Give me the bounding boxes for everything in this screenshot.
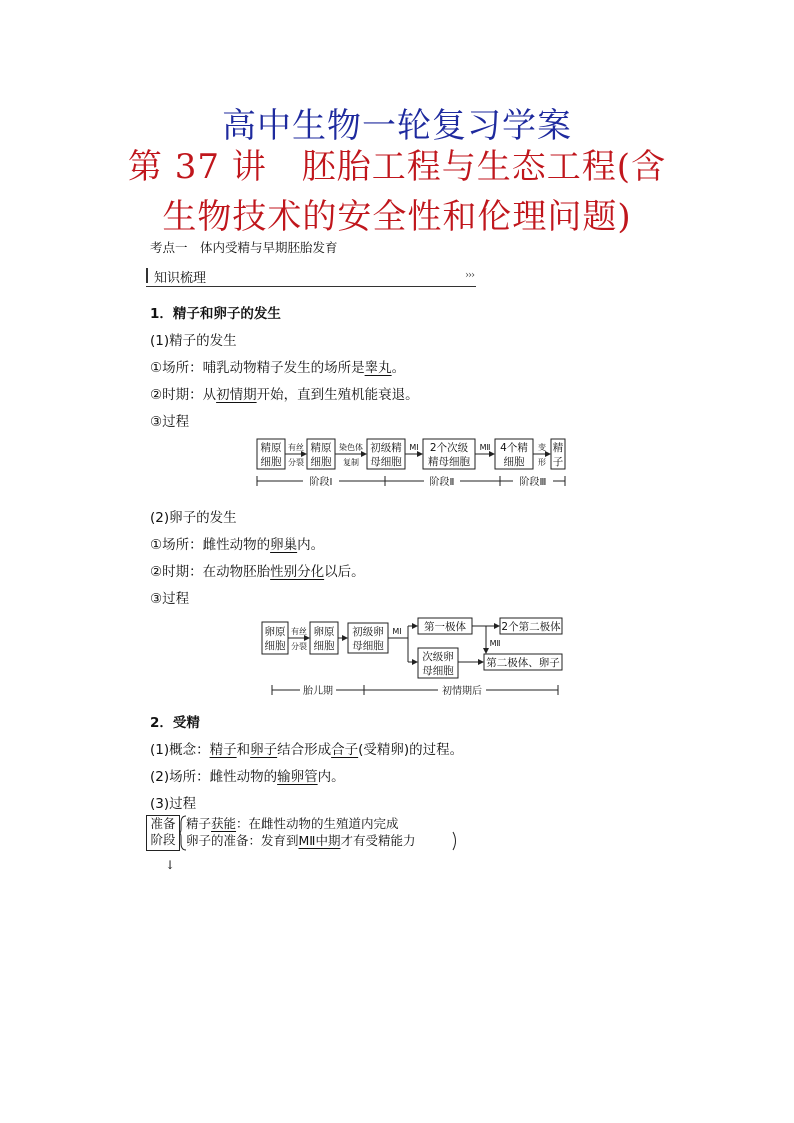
concept-post: (受精卵)的过程。 xyxy=(358,742,464,758)
concept-pre: (1)概念： xyxy=(150,742,210,758)
egg-period-2: 初情期后 xyxy=(442,686,482,697)
down-arrow-icon: ↓ xyxy=(165,858,176,872)
egg-box5: 2个第二极体 xyxy=(501,621,561,633)
lecture-title-line2: 生物技术的安全性和伦理问题) xyxy=(162,197,632,237)
sperm-time xyxy=(150,383,419,403)
sperm-time-post: 开始，直到生殖机能衰退。 xyxy=(256,387,419,403)
sperm-place-post: 。 xyxy=(391,360,406,376)
egg-box7: 第二极体、卵子 xyxy=(486,657,560,669)
egg-time-pre: ②时期：在动物胚胎 xyxy=(150,564,271,580)
part1-heading: 1．精子和卵子的发生 xyxy=(150,306,281,322)
lecture-title-line1: 第 37 讲 胚胎工程与生态工程(含 xyxy=(127,147,667,187)
concept-mid-2: 结合形成 xyxy=(277,742,332,758)
sperm-box1-a: 精原 xyxy=(260,442,282,454)
prep-lines xyxy=(186,815,415,849)
fert-place xyxy=(150,765,345,785)
egg-box3-a: 初级卵 xyxy=(352,626,384,638)
sperm-arrow3: MⅠ xyxy=(409,443,419,452)
part2-heading: 2．受精 xyxy=(150,715,200,731)
prep-label-b: 阶段 xyxy=(150,832,176,847)
sperm-box3-b: 母细胞 xyxy=(370,456,402,468)
prep-l2-pre: 卵子的准备：发育到 xyxy=(186,833,299,848)
sperm-box5-b: 细胞 xyxy=(503,456,525,468)
sperm-box3-a: 初级精 xyxy=(370,442,402,454)
sperm-box2-b: 细胞 xyxy=(310,456,332,468)
sperm-arrow2-b: 复制 xyxy=(343,458,359,467)
egg-time-post: 以后。 xyxy=(324,564,365,580)
prep-stage-label xyxy=(146,815,180,851)
sperm-stage-2: 阶段Ⅱ xyxy=(429,477,455,488)
egg-process: ③过程 xyxy=(150,591,190,607)
sperm-arrow4: MⅡ xyxy=(479,443,491,452)
sperm-place-pre: ①场所：哺乳动物精子发生的场所是 xyxy=(150,360,365,376)
concept-key-1: 精子 xyxy=(209,742,237,758)
sperm-process: ③过程 xyxy=(150,414,190,430)
sperm-process-diagram xyxy=(255,437,570,492)
egg-box4: 第一极体 xyxy=(424,621,466,633)
concept-key-3: 合子 xyxy=(331,742,359,758)
page-title: 高中生物一轮复习学案 xyxy=(222,106,572,146)
concept-key-2: 卵子 xyxy=(250,742,278,758)
sperm-arrow1-a: 有丝 xyxy=(288,443,304,452)
egg-arrow-m2: MⅡ xyxy=(489,639,501,648)
section-label: 知识梳理 xyxy=(154,271,207,286)
prep-line-1 xyxy=(186,815,415,832)
egg-time xyxy=(150,560,365,580)
sperm-arrow5-a: 变 xyxy=(538,443,546,452)
sperm-arrow5-b: 形 xyxy=(538,458,546,467)
egg-period-1: 胎儿期 xyxy=(303,686,333,697)
fert-place-post: 内。 xyxy=(317,769,345,785)
section-bar xyxy=(146,268,148,283)
sperm-heading: (1)精子的发生 xyxy=(150,333,237,349)
sperm-time-pre: ②时期：从 xyxy=(150,387,217,403)
sperm-place-key: 睾丸 xyxy=(364,360,392,376)
lecture-title xyxy=(0,142,794,242)
egg-box6-a: 次级卵 xyxy=(422,651,454,663)
egg-heading: (2)卵子的发生 xyxy=(150,510,237,526)
kaodian-heading: 考点一 体内受精与早期胚胎发育 xyxy=(150,240,338,255)
egg-place-pre: ①场所：雌性动物的 xyxy=(150,537,271,553)
egg-arrow3: MⅠ xyxy=(392,627,402,636)
fert-concept xyxy=(150,738,463,758)
right-paren-icon xyxy=(452,831,460,851)
section-header xyxy=(146,266,476,287)
prep-l2-key: MⅡ中期 xyxy=(298,833,341,848)
egg-box2-a: 卵原 xyxy=(313,626,335,638)
egg-arrow1-b: 分裂 xyxy=(291,642,307,651)
egg-place xyxy=(150,533,324,553)
prep-l2-post: 才有受精能力 xyxy=(340,833,416,848)
egg-box1-b: 细胞 xyxy=(264,640,286,652)
fert-place-pre: (2)场所：雌性动物的 xyxy=(150,769,278,785)
sperm-box6-b: 子 xyxy=(552,456,564,468)
egg-box6-b: 母细胞 xyxy=(422,665,454,677)
egg-place-key: 卵巢 xyxy=(270,537,298,553)
egg-time-key: 性别分化 xyxy=(270,564,325,580)
sperm-stage-3: 阶段Ⅲ xyxy=(519,477,547,488)
sperm-box4-a: 2个次级 xyxy=(429,442,469,454)
sperm-box2-a: 精原 xyxy=(310,442,332,454)
sperm-time-key: 初情期 xyxy=(216,387,257,403)
prep-l1-pre: 精子 xyxy=(186,816,212,831)
egg-place-post: 内。 xyxy=(297,537,325,553)
sperm-box6-a: 精 xyxy=(552,442,564,454)
egg-box3-b: 母细胞 xyxy=(352,640,384,652)
sperm-box1-b: 细胞 xyxy=(260,456,282,468)
concept-mid-1: 和 xyxy=(236,742,251,758)
prep-line-2 xyxy=(186,832,415,849)
egg-box1-a: 卵原 xyxy=(264,626,286,638)
prep-l1-post: ：在雌性动物的生殖道内完成 xyxy=(236,816,399,831)
sperm-arrow2-a: 染色体 xyxy=(339,443,363,452)
prep-l1-key: 获能 xyxy=(211,816,237,831)
sperm-box5-a: 4个精 xyxy=(500,442,528,454)
egg-box2-b: 细胞 xyxy=(313,640,335,652)
egg-process-diagram xyxy=(258,614,568,700)
prep-label-a: 准备 xyxy=(150,816,176,831)
sperm-box4-b: 精母细胞 xyxy=(428,456,470,468)
chevrons-icon: ››› xyxy=(465,270,474,281)
sperm-stage-1: 阶段Ⅰ xyxy=(309,477,333,488)
sperm-place xyxy=(150,356,405,376)
fert-process: (3)过程 xyxy=(150,796,197,812)
fert-place-key: 输卵管 xyxy=(277,769,318,785)
egg-arrow1-a: 有丝 xyxy=(291,627,307,636)
sperm-arrow1-b: 分裂 xyxy=(288,458,304,467)
